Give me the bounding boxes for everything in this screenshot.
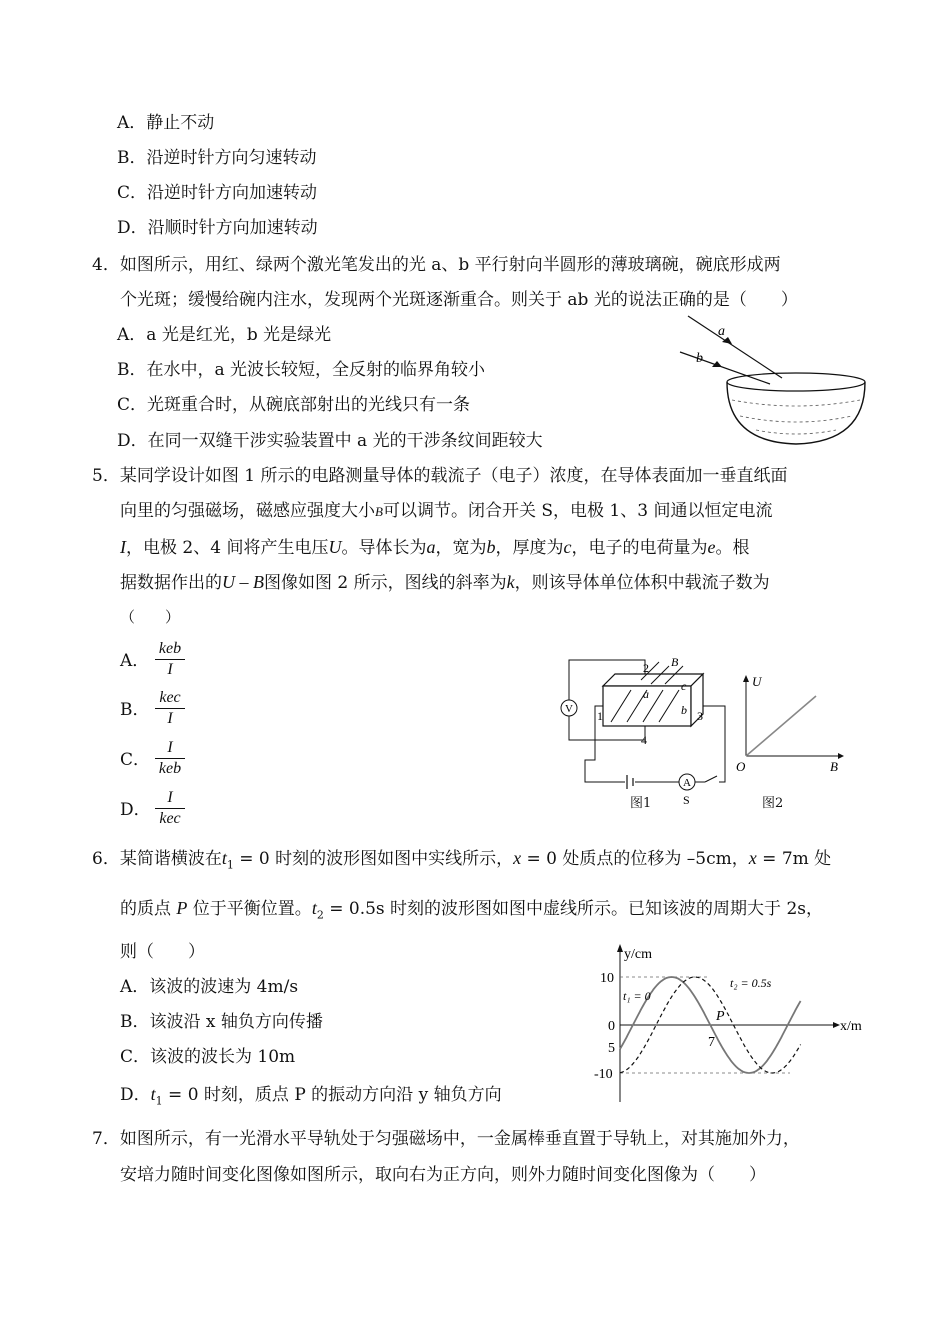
fig1-B-label: B [671, 655, 679, 669]
wave-y-axis-label: y/cm [624, 947, 652, 962]
wave-point-P: P [716, 1009, 725, 1024]
fig2-B-axis-label: B [830, 759, 838, 774]
fig1-switch-S: S [683, 793, 690, 807]
q3-option-d: D．沿顺时针方向加速转动 [117, 218, 318, 238]
q4-option-d: D．在同一双缝干涉实验装置中 a 光的干涉条纹间距较大 [117, 431, 543, 451]
q3-option-c: C．沿逆时针方向加速转动 [117, 183, 318, 203]
wave-tick-5: 5 [608, 1041, 615, 1056]
q4-option-c: C．光斑重合时，从碗底部射出的光线只有一条 [117, 395, 471, 415]
wave-tick-10: 10 [600, 971, 614, 986]
q3-option-b: B．沿逆时针方向匀速转动 [117, 148, 317, 168]
wave-tick-neg10: -10 [594, 1067, 613, 1082]
q5-option-b-fraction: kec I [155, 688, 185, 729]
q7-stem-line1: 7．如图所示，有一光滑水平导轨处于匀强磁场中，一金属棒垂直置于导轨上，对其施加外力， [92, 1129, 800, 1149]
q5-stem-line3: I，电极 2、4 间将产生电压U。导体长为a，宽为b，厚度为c，电子的电荷量为e。根 [120, 537, 750, 558]
q6-stem-line3: 则（ ） [120, 942, 205, 962]
fig1-c-label: c [681, 679, 687, 693]
fig1-electrode-2: 2 [643, 661, 649, 675]
fig1-a-label: a [643, 687, 649, 701]
fig2-origin-label: O [736, 759, 746, 774]
q7-stem-line2: 安培力随时间变化图像如图所示，取向右为正方向，则外力随时间变化图像为（ ） [120, 1165, 766, 1185]
wave-t1-label: t₁ = 0 [623, 989, 651, 1003]
q5-stem-line4: 据数据作出的U – B图像如图 2 所示，图线的斜率为k，则该导体单位体积中载流子数为 [120, 572, 770, 593]
wave-x-axis-label: x/m [840, 1019, 862, 1034]
fig1-ammeter-A: A [683, 777, 691, 789]
q5-option-d-fraction: I kec [155, 788, 185, 829]
q4-stem-line1: 4．如图所示，用红、绿两个激光笔发出的光 a、b 平行射向半圆形的薄玻璃碗，碗底形成两 [92, 255, 781, 275]
fig2-U-label: U [752, 674, 762, 689]
wave-graph [590, 940, 870, 1110]
q6-option-c: C．该波的波长为 10m [120, 1047, 296, 1067]
bowl-figure [676, 312, 872, 448]
q6-option-a: A．该波的波速为 4m/s [120, 977, 299, 997]
q6-stem-line1: 6．某简谐横波在$t_1 = 0$ 时刻的波形图如图中实线所示，x = 0 处质点的位移为 –5cm，x = 7m 处 [92, 848, 832, 872]
q5-option-a-label: A． [120, 651, 150, 671]
q5-option-a-fraction: keb I [155, 639, 185, 680]
wave-tick-7: 7 [708, 1035, 715, 1050]
light-a-label: a [718, 324, 725, 339]
q3-option-a: A．静止不动 [117, 113, 215, 133]
q5-option-b-label: B． [120, 700, 150, 720]
q5-stem-line1: 5．某同学设计如图 1 所示的电路测量导体的载流子（电子）浓度，在导体表面加一垂直纸面 [92, 466, 788, 486]
wave-tick-0: 0 [608, 1019, 615, 1034]
fig1-electrode-4: 4 [641, 733, 647, 747]
q6-option-b: B．该波沿 x 轴负方向传播 [120, 1012, 323, 1032]
light-b-label: b [696, 351, 703, 366]
q4-option-b: B．在水中，a 光波长较短，全反射的临界角较小 [117, 360, 486, 380]
fig1-electrode-3: 3 [697, 709, 703, 723]
fig1-b-label: b [681, 703, 687, 717]
q5-answer-blank: （ ） [120, 608, 181, 626]
wave-t2-label: t₂ = 0.5s [730, 976, 772, 990]
q6-option-d: D．$t_1 = 0$ 时刻，质点 P 的振动方向沿 y 轴负方向 [120, 1084, 502, 1108]
fig1-electrode-1: 1 [597, 709, 603, 723]
q5-option-c-label: C． [120, 750, 151, 770]
fig2-caption: 图2 [762, 796, 784, 811]
circuit-figure-1 [555, 650, 735, 815]
q4-stem-line2: 个光斑；缓慢给碗内注水，发现两个光斑逐渐重合。则关于 ab 光的说法正确的是（ ） [120, 290, 798, 310]
q5-stem-line2: 向里的匀强磁场，磁感应强度大小B可以调节。闭合开关 S，电极 1、3 间通以恒定电流 [120, 501, 773, 521]
q5-option-d-label: D． [120, 800, 151, 820]
q5-option-c-fraction: I keb [155, 738, 185, 779]
q6-stem-line2: 的质点 P 位于平衡位置。$t_2 = 0.5s$ 时刻的波形图如图中虚线所示。已知该波的周期大于 2s， [120, 898, 823, 922]
fig1-caption: 图1 [630, 796, 652, 811]
ub-graph-figure-2 [736, 672, 846, 782]
fig1-voltmeter-V: V [565, 703, 573, 715]
q4-option-a: A．a 光是红光，b 光是绿光 [117, 325, 332, 345]
